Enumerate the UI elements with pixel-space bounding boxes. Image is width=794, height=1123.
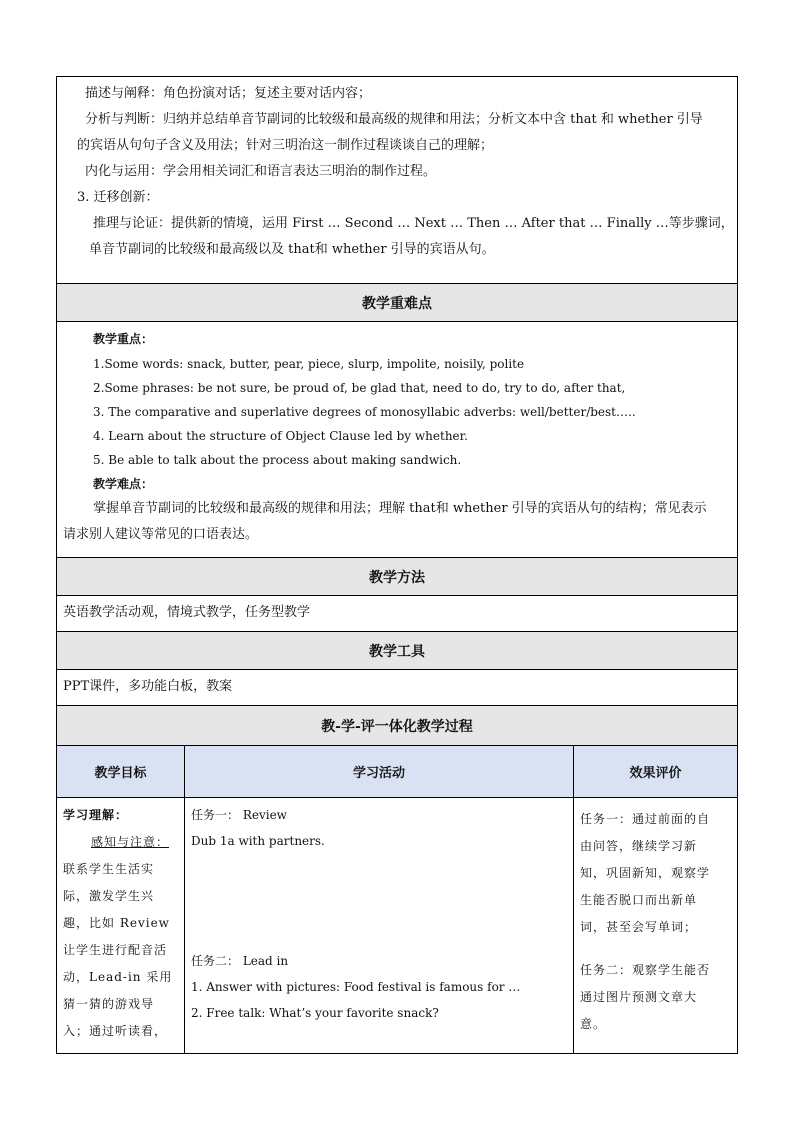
difficulty-line: 请求别人建议等常见的口语表达。 bbox=[63, 527, 259, 542]
eval-line: 由问答，继续学习新 bbox=[580, 839, 698, 853]
objective-line: 推理与论证：提供新的情境，运用 First … Second … Next … Then … After that … Finally …等步骤词， bbox=[93, 216, 734, 231]
focus-item: 1.Some words: snack, butter, pear, piece, slurp, impolite, noisily, polite bbox=[93, 357, 525, 371]
focus-item: 3. The comparative and superlative degrees of monosyllabic adverbs: well/better/best….. bbox=[93, 405, 636, 419]
process-column-headers bbox=[56, 746, 738, 798]
difficulty-line: 掌握单音节副词的比较级和最高级的规律和用法；理解 that和 whether 引导的宾语从句的结构；常见表示 bbox=[93, 501, 707, 516]
objective-line: 内化与运用：学会用相关词汇和语言表达三明治的制作过程。 bbox=[85, 164, 437, 179]
objective-line: 的宾语从句句子含义及用法；针对三明治这一制作过程谈谈自己的理解； bbox=[77, 138, 494, 153]
objective-line: 单音节副词的比较级和最高级以及 that和 whether 引导的宾语从句。 bbox=[89, 242, 495, 257]
process-header bbox=[56, 706, 738, 746]
difficulty-title: 教学难点： bbox=[93, 477, 154, 491]
task2-title: 任务二： Lead in bbox=[191, 954, 289, 968]
eval-line: 任务二：观察学生能否 bbox=[580, 963, 711, 977]
key-points-content bbox=[56, 322, 738, 558]
objective-line: 描述与阐释：角色扮演对话；复述主要对话内容； bbox=[85, 86, 372, 101]
focus-item: 5. Be able to talk about the process about making sandwich. bbox=[93, 453, 462, 467]
objectives-continued bbox=[56, 76, 738, 284]
goal-line: 猜一猜的游戏导 bbox=[63, 997, 155, 1011]
task2-line: 2. Free talk: What’s your favorite snack? bbox=[191, 1006, 439, 1020]
task2-line: 1. Answer with pictures: Food festival is famous for … bbox=[191, 980, 521, 994]
focus-item: 2.Some phrases: be not sure, be proud of, be glad that, need to do, try to do, after that, bbox=[93, 381, 626, 395]
goal-subtitle: 感知与注意： bbox=[91, 835, 170, 849]
tools-content: PPT课件，多功能白板，教案 bbox=[56, 670, 738, 706]
tools-header bbox=[56, 632, 738, 670]
goal-line: 际，激发学生兴 bbox=[63, 889, 155, 903]
section-title: 教学重难点 bbox=[362, 295, 432, 312]
goal-line: 入；通过听读看， bbox=[63, 1024, 168, 1038]
key-points-header bbox=[56, 284, 738, 322]
process-row bbox=[56, 798, 738, 1054]
eval-line: 任务一：通过前面的自 bbox=[580, 812, 711, 826]
focus-title: 教学重点： bbox=[93, 332, 154, 346]
eval-line: 生能否脱口而出新单 bbox=[580, 893, 698, 907]
focus-item: 4. Learn about the structure of Object Clause led by whether. bbox=[93, 429, 468, 443]
section-title: 教学方法 bbox=[369, 569, 425, 586]
eval-line: 词，甚至会写单词； bbox=[580, 920, 698, 934]
task1-line: Dub 1a with partners. bbox=[191, 834, 325, 848]
col-header-evaluation: 效果评价 bbox=[629, 766, 682, 781]
activity-cell bbox=[185, 798, 574, 1053]
goal-cell bbox=[57, 798, 185, 1053]
goal-line: 联系学生生活实 bbox=[63, 862, 155, 876]
col-header-activities: 学习活动 bbox=[185, 746, 574, 797]
evaluation-cell bbox=[574, 798, 737, 1053]
lesson-plan-table bbox=[56, 76, 738, 1054]
goal-line: 动，Lead-in 采用 bbox=[63, 970, 173, 984]
eval-line: 知，巩固新知，观察学 bbox=[580, 866, 711, 880]
section-title: 教-学-评一体化教学过程 bbox=[321, 718, 473, 735]
goal-title: 学习理解： bbox=[63, 808, 129, 822]
goal-line: 趣，比如 Review bbox=[63, 916, 170, 930]
eval-line: 意。 bbox=[580, 1017, 607, 1031]
methods-header bbox=[56, 558, 738, 596]
objective-line: 3. 迁移创新： bbox=[77, 190, 159, 205]
task1-title: 任务一： Review bbox=[191, 808, 287, 822]
section-title: 教学工具 bbox=[369, 643, 425, 660]
eval-line: 通过图片预测文章大 bbox=[580, 990, 698, 1004]
objective-line: 分析与判断：归纳并总结单音节副词的比较级和最高级的规律和用法；分析文本中含 that 和 whether 引导 bbox=[85, 112, 703, 127]
col-header-goals: 教学目标 bbox=[57, 746, 185, 797]
goal-line: 让学生进行配音活 bbox=[63, 943, 168, 957]
methods-content: 英语教学活动观，情境式教学，任务型教学 bbox=[56, 596, 738, 632]
